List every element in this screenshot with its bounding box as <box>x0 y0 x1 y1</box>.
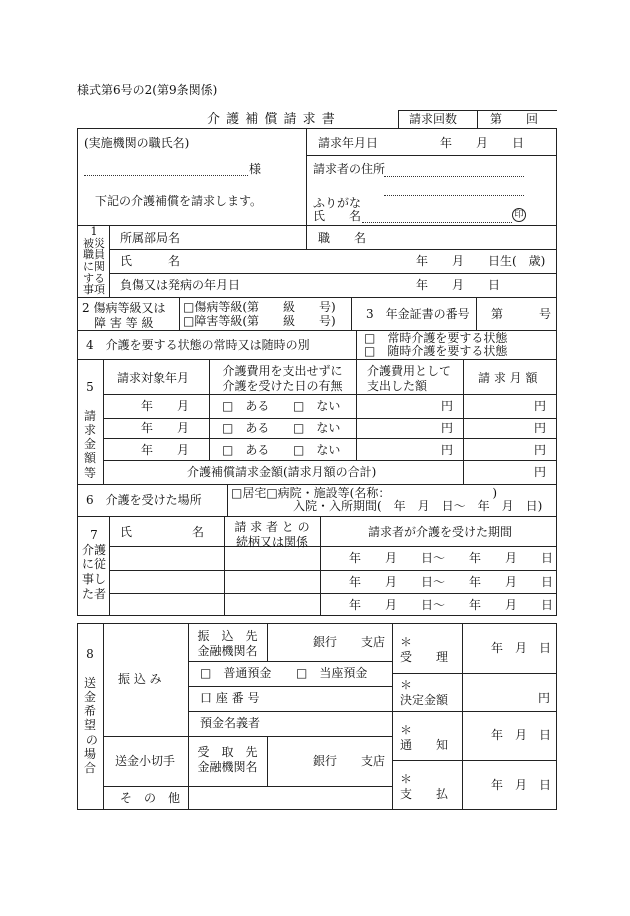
form-title: 介 護 補 償 請 求 書 <box>207 112 336 127</box>
form-number: 様式第6号の2(第9条関係) <box>77 83 218 97</box>
total-claim-yen[interactable]: 円 <box>534 465 547 479</box>
account-number-label: 口 座 番 号 <box>200 691 260 705</box>
row3-amount-yen[interactable]: 円 <box>534 443 547 457</box>
section4-label: 4 介護を要する状態の常時又は随時の別 <box>86 338 310 352</box>
col-target-month: 請求対象年月 <box>117 371 190 385</box>
occasional-care-option[interactable]: □ 随時介護を要する状態 <box>364 344 508 358</box>
claim-date-label: 請求年月日 <box>318 136 379 150</box>
notice-label: ＊ 通 知 <box>400 723 449 752</box>
account-holder-label: 預金名義者 <box>200 716 261 730</box>
care-place-options[interactable]: □居宅□病院・施設等(名称： ) <box>231 486 498 500</box>
row2-no-checkbox[interactable]: □ ない <box>293 421 341 435</box>
row3-yes-checkbox[interactable]: □ ある <box>222 443 270 457</box>
col-claim-amount: 請 求 月 額 <box>478 371 538 385</box>
remittance-check-label: 送金小切手 <box>115 754 176 768</box>
injury-grade-option[interactable]: □傷病等級(第 級 号) <box>183 300 336 314</box>
receipt-date[interactable]: 年 月 日 <box>491 641 552 655</box>
caregiver-relation-header: 請 求 者 と の 続柄又は関係 <box>234 520 310 549</box>
injury-date-label: 負傷又は発病の年月日 <box>120 278 241 292</box>
row1-yes-checkbox[interactable]: □ ある <box>222 399 270 413</box>
payment-date[interactable]: 年 月 日 <box>491 778 552 792</box>
section2-label: 2 傷病等級又は 障 害 等 級 <box>82 301 166 330</box>
total-claim-label: 介護補償請求金額(請求月額の合計) <box>187 465 377 479</box>
other-method-label: そ の 他 <box>120 791 181 805</box>
care-period-header: 請求者が介護を受けた期間 <box>368 525 513 539</box>
injury-date-field[interactable]: 年 月 日 <box>416 278 501 292</box>
claim-statement: 下記の介護補償を請求します。 <box>95 194 263 208</box>
claim-count-label: 請求回数 <box>409 112 458 126</box>
claimant-name-field[interactable] <box>362 208 512 222</box>
section8-label: 8 送 金 希 望 の 場 合 <box>83 647 98 776</box>
caregiver-name-header: 氏 名 <box>120 525 205 539</box>
birth-date-field[interactable]: 年 月 日生( 歳) <box>416 254 546 268</box>
constant-care-option[interactable]: □ 常時介護を要する状態 <box>364 331 508 345</box>
claim-count-field[interactable]: 第 回 <box>490 112 539 126</box>
transfer-bank-field[interactable]: 銀行 支店 <box>313 635 386 649</box>
row3-no-checkbox[interactable]: □ ない <box>293 443 341 457</box>
current-deposit-option[interactable]: □ 当座預金 <box>296 666 368 680</box>
row1-amount-yen[interactable]: 円 <box>534 399 547 413</box>
furigana-label: ふりがな <box>313 196 362 210</box>
care-period-row2[interactable]: 年 月 日～ 年 月 日 <box>349 575 554 589</box>
pension-cert-field[interactable]: 第 号 <box>491 307 552 321</box>
section6-label: 6 介護を受けた場所 <box>86 493 202 507</box>
seal-mark: 印 <box>512 208 526 222</box>
care-period-row3[interactable]: 年 月 日～ 年 月 日 <box>349 598 554 612</box>
claimant-address-label: 請求者の住所 <box>313 162 386 176</box>
receiving-bank-field[interactable]: 銀行 支店 <box>313 754 386 768</box>
claim-date-field[interactable]: 年 月 日 <box>440 136 525 150</box>
row2-amount-yen[interactable]: 円 <box>534 421 547 435</box>
section7-label: 7 介護 に従 事し た者 <box>81 528 106 601</box>
institution-name-field[interactable] <box>84 163 248 177</box>
job-title-label: 職 名 <box>318 231 367 245</box>
payment-label: ＊ 支 払 <box>400 772 449 801</box>
row1-month[interactable]: 年 月 <box>141 399 190 413</box>
row2-month[interactable]: 年 月 <box>141 421 190 435</box>
section5-label: 5 請 求 金 額 等 <box>83 380 96 480</box>
bank-transfer-label: 振 込 み <box>118 672 162 686</box>
claimant-address-field[interactable] <box>384 163 524 177</box>
col-no-expense: 介護費用を支出せずに 介護を受けた日の有無 <box>222 364 343 393</box>
decided-amount-yen[interactable]: 円 <box>538 691 551 705</box>
receiving-bank-label: 受 取 先 金融機関名 <box>197 745 258 774</box>
admission-period[interactable]: 入院・入所期間( 年 月 日～ 年 月 日) <box>293 499 543 513</box>
pension-cert-label: 3 年金証書の番号 <box>366 307 470 321</box>
disability-grade-option[interactable]: □障害等級(第 級 号) <box>183 314 336 328</box>
row2-expense-yen[interactable]: 円 <box>441 421 454 435</box>
care-period-row1[interactable]: 年 月 日～ 年 月 日 <box>349 551 554 565</box>
institution-label: (実施機関の職氏名) <box>84 136 190 150</box>
dept-label: 所属部局名 <box>120 231 181 245</box>
transfer-bank-label: 振 込 先 金融機関名 <box>197 629 258 658</box>
victim-name-label: 氏 名 <box>120 254 181 268</box>
honorific: 様 <box>249 162 262 176</box>
receipt-label: ＊ 受 理 <box>400 635 449 664</box>
row1-no-checkbox[interactable]: □ ない <box>293 399 341 413</box>
claimant-name-label: 氏 名 <box>313 209 362 223</box>
section1-label: 1 被災 職員 に関 する 事項 <box>83 225 105 297</box>
row2-yes-checkbox[interactable]: □ ある <box>222 421 270 435</box>
row3-expense-yen[interactable]: 円 <box>441 443 454 457</box>
row1-expense-yen[interactable]: 円 <box>441 399 454 413</box>
notice-date[interactable]: 年 月 日 <box>491 728 552 742</box>
col-expense: 介護費用として 支出した額 <box>367 364 452 393</box>
ordinary-deposit-option[interactable]: □ 普通預金 <box>200 666 272 680</box>
decided-amount-label: ＊ 決定金額 <box>400 678 449 707</box>
row3-month[interactable]: 年 月 <box>141 443 190 457</box>
